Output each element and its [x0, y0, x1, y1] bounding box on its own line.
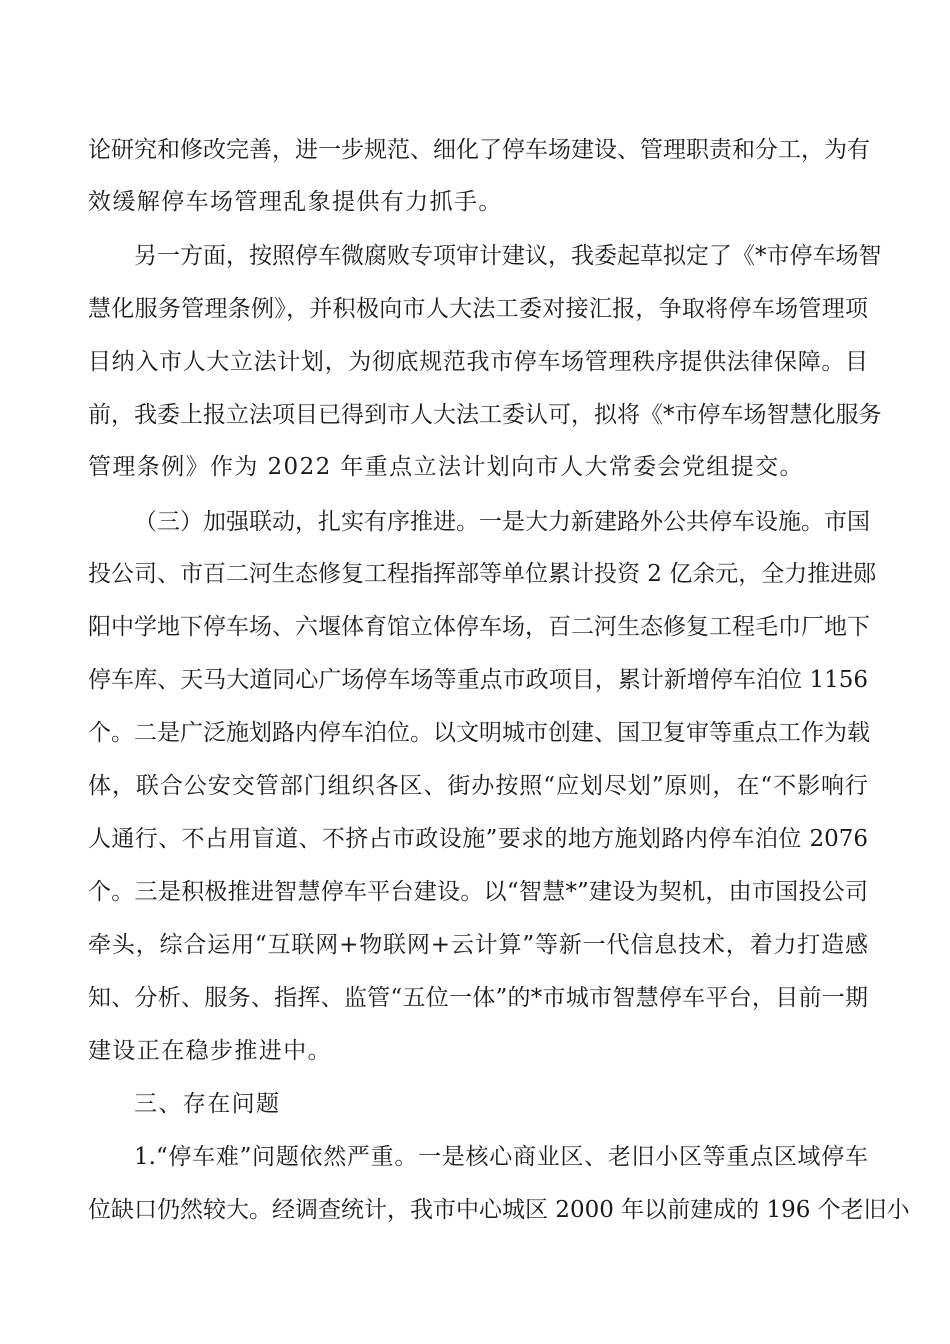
text-line: 另一方面，按照停车微腐败专项审计建议，我委起草拟定了《*市停车场智 [134, 243, 882, 269]
text-line: 慧化服务管理条例》，并积极向市人大法工委对接汇报，争取将停车场管理项 [88, 296, 868, 322]
text-line: 个。二是广泛施划路内停车泊位。以文明城市创建、国卫复审等重点工作为载 [88, 720, 870, 746]
text-line: （三）加强联动，扎实有序推进。一是大力新建路外公共停车设施。市国 [134, 509, 870, 535]
text-line: 投公司、市百二河生态修复工程指挥部等单位累计投资 2 亿余元，全力推进郧 [88, 561, 877, 587]
text-line: 个。三是积极推进智慧停车平台建设。以“智慧*”建设为契机，由市国投公司 [88, 879, 868, 905]
text-line: 停车库、天马大道同心广场停车场等重点市政项目，累计新增停车泊位 1156 [88, 667, 868, 693]
text-line: 1.“停车难”问题依然严重。一是核心商业区、老旧小区等重点区域停车 [134, 1144, 868, 1170]
text-line: 知、分析、服务、指挥、监管“五位一体”的*市城市智慧停车平台，目前一期 [88, 985, 868, 1011]
text-line: 牵头，综合运用“互联网+物联网+云计算”等新一代信息技术，着力打造感 [88, 932, 868, 958]
text-line: 效缓解停车场管理乱象提供有力抓手。 [88, 189, 503, 215]
text-line: 阳中学地下停车场、六堰体育馆立体停车场，百二河生态修复工程毛巾厂地下 [88, 614, 870, 640]
text-line: 人通行、不占用盲道、不挤占市政设施”要求的地方施划路内停车泊位 2076 [88, 826, 868, 852]
text-line: 论研究和修改完善，进一步规范、细化了停车场建设、管理职责和分工，为有 [88, 137, 870, 163]
text-line: 体，联合公安交管部门组织各区、街办按照“应划尽划”原则，在“不影响行 [88, 773, 868, 799]
text-line: 目纳入市人大立法计划，为彻底规范我市停车场管理秩序提供法律保障。目 [88, 349, 868, 375]
text-line: 建设正在稳步推进中。 [88, 1038, 332, 1064]
text-line: 前，我委上报立法项目已得到市人大法工委认可，拟将《*市停车场智慧化服务 [88, 402, 882, 428]
section-heading: 三、存在问题 [134, 1091, 281, 1117]
text-line: 管理条例》作为 2022 年重点立法计划向市人大常委会党组提交。 [88, 454, 804, 480]
text-line: 位缺口仍然较大。经调查统计，我市中心城区 2000 年以前建成的 196 个老旧小 [88, 1197, 910, 1223]
